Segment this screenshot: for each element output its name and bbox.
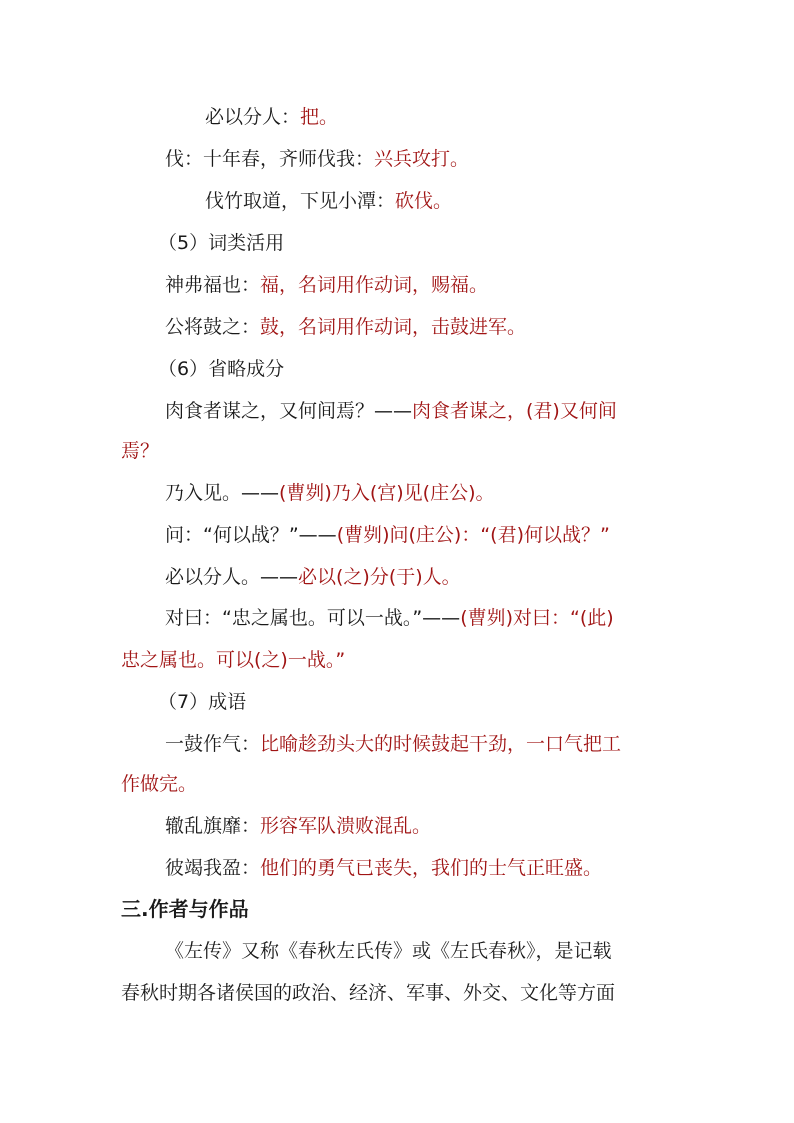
section-title: 三.作者与作品: [121, 897, 249, 921]
text-red: (曹刿)乃入(宫)见(庄公)。: [279, 482, 495, 504]
text-line: [121, 439, 159, 463]
text-line: [165, 399, 617, 423]
text-line: [165, 273, 488, 297]
text-red: 作做完。: [121, 773, 198, 795]
paragraph-line: 《左传》又称《春秋左氏传》或《左氏春秋》，是记载: [165, 940, 612, 962]
text-line: [165, 315, 526, 339]
subheading-line: [158, 231, 284, 255]
text-black: （6）省略成分: [158, 358, 285, 380]
text-line: [165, 814, 431, 838]
text-black: （7）成语: [158, 691, 247, 713]
text-line: [165, 856, 602, 880]
text-red: 焉？: [121, 440, 160, 462]
text-line: [165, 732, 621, 756]
text-red: (曹刿)问(庄公)：“(君)何以战？”: [336, 524, 610, 546]
text-black: 必以分人。——: [165, 566, 299, 588]
text-black: 必以分人：: [205, 106, 301, 128]
paragraph-line: 春秋时期各诸侯国的政治、经济、军事、外交、文化等方面: [121, 982, 616, 1004]
text-red: 兴兵攻打。: [374, 148, 470, 170]
text-line: [121, 648, 345, 672]
text-black: 辙乱旗靡：: [165, 815, 261, 837]
subheading-line: [158, 690, 246, 714]
text-line: [205, 189, 452, 213]
text-red: 福，名词用作动词，赐福。: [260, 274, 489, 296]
text-black: 一鼓作气：: [165, 733, 261, 755]
text-black: 伐竹取道，下见小潭：: [205, 190, 396, 212]
text-black: 公将鼓之：: [165, 316, 261, 338]
text-line: [165, 147, 469, 171]
text-red: (曹刿)对曰：“(此): [460, 607, 614, 629]
text-red: 把。: [300, 106, 339, 128]
text-line: [165, 565, 461, 589]
text-black: 彼竭我盈：: [165, 857, 261, 879]
text-black: 肉食者谋之，又何间焉？——: [165, 400, 413, 422]
subheading-line: [158, 357, 284, 381]
text-red: 形容军队溃败混乱。: [260, 815, 432, 837]
text-black: 神弗福也：: [165, 274, 261, 296]
text-black: 乃入见。——: [165, 482, 280, 504]
text-black: 伐：十年春，齐师伐我：: [165, 148, 375, 170]
text-red: 比喻趁劲头大的时候鼓起干劲，一口气把工: [260, 733, 622, 755]
text-red: 他们的勇气已丧失，我们的士气正旺盛。: [260, 857, 603, 879]
text-black: 问：“何以战？”——: [165, 524, 337, 546]
text-red: 砍伐。: [395, 190, 453, 212]
text-red: 忠之属也。可以(之)一战。”: [121, 649, 346, 671]
text-line: [205, 105, 338, 129]
text-black: 对曰：“忠之属也。可以一战。”——: [165, 607, 461, 629]
text-line: [165, 523, 610, 547]
text-red: 肉食者谋之，(君)又何间: [412, 400, 617, 422]
text-line: [121, 772, 197, 796]
text-red: 必以(之)分(于)人。: [298, 566, 461, 588]
text-black: （5）词类活用: [158, 232, 285, 254]
text-red: 鼓，名词用作动词，击鼓进军。: [260, 316, 527, 338]
text-line: [165, 606, 614, 630]
text-line: [165, 481, 495, 505]
